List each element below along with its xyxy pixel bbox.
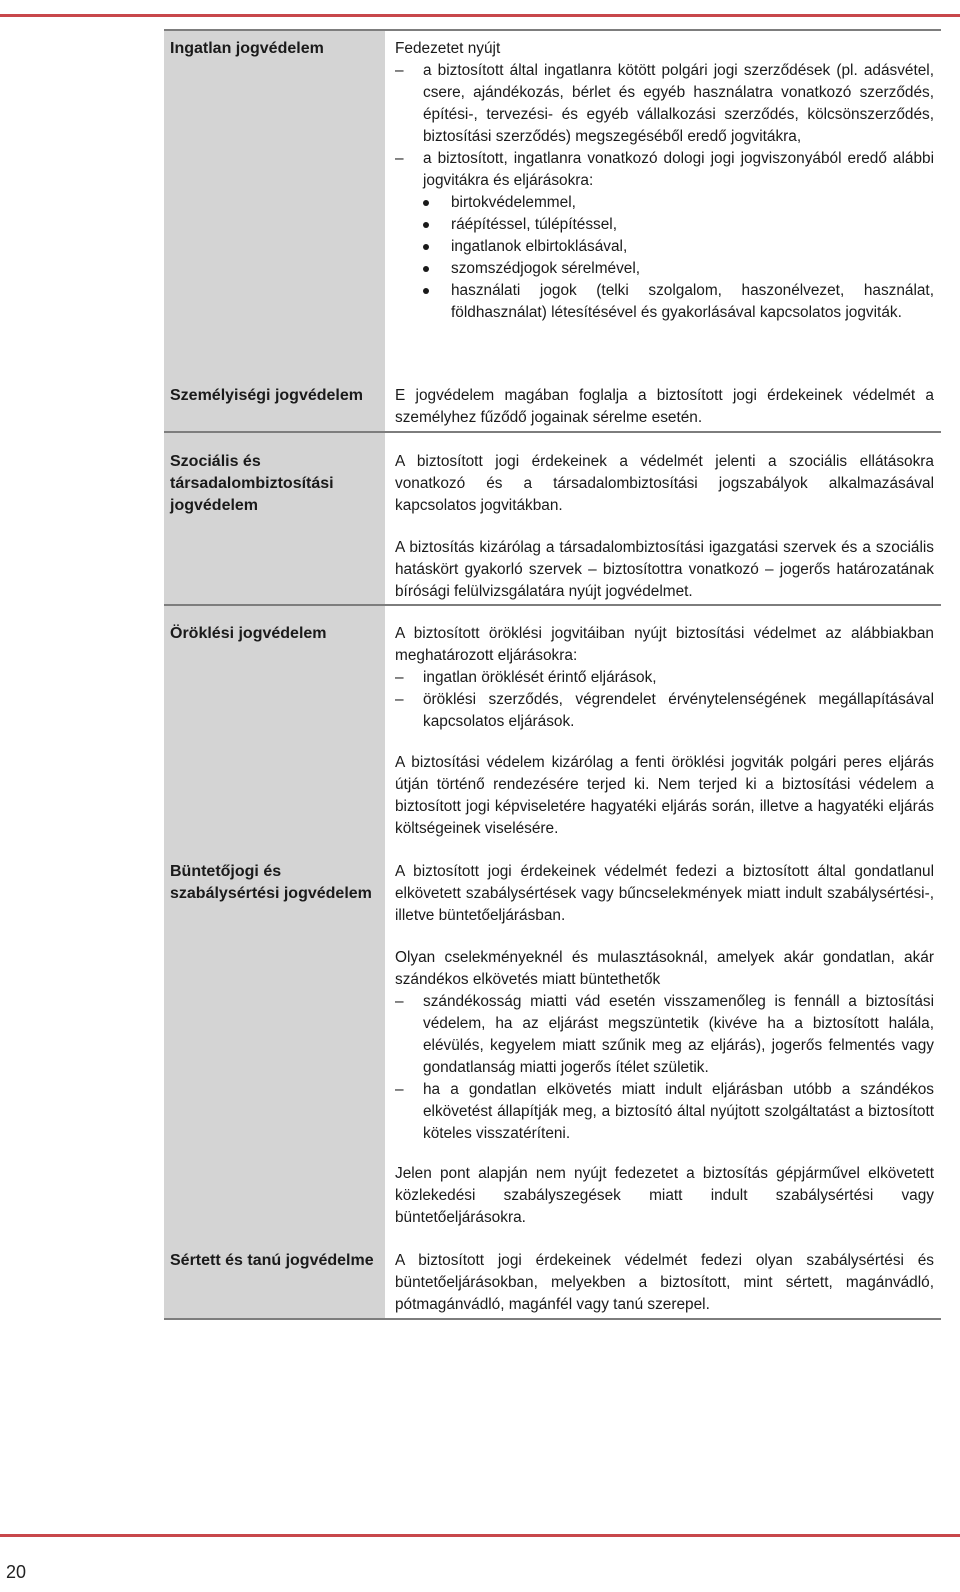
section-label-victim-witness: Sértett és tanú jogvédelme	[170, 1252, 374, 1269]
dash-list	[395, 60, 934, 192]
section-body-real-estate	[395, 38, 934, 324]
bullet-item: birtokvédelemmel,	[395, 192, 934, 214]
section-label-personality: Személyiségi jogvédelem	[170, 387, 363, 404]
section-body-personality	[395, 385, 934, 429]
section-body-social-security-1	[395, 451, 934, 517]
section-paragraph: A biztosítás kizárólag a társadalombiztosítási igazgatási szervek és a szociális hatáskört gyakorló szervek – biztosítottra vonatkozó – jogerős határozatának bírósági felülvizsgálatára nyújt jogvédelmet.	[395, 539, 934, 600]
section-paragraph: A biztosítási védelem kizárólag a fenti öröklési jogviták polgári peres eljárás útján történő rendezésére terjed ki. Nem terjed ki a biztosítási védelem a biztosított jogi képviseletére hagyatéki eljárás során, illetve a hagyatéki eljárás költségeinek viselésére.	[395, 754, 934, 837]
list-item: – a biztosított által ingatlanra kötött polgári jogi szerződések (pl. adásvétel, csere, ajándékozás, bérlet és egyéb használatra vonatkozó szerződés, építési-, tervezési- és egyéb vállalkozási szerződés, kölcsönszerződés, biztosítási szerződés) megszegéséből eredő jogvitákra,	[395, 60, 934, 148]
section-body-victim-witness	[395, 1250, 934, 1316]
section-body-inheritance-2	[395, 752, 934, 840]
row-divider	[164, 604, 941, 606]
row-divider	[164, 431, 941, 433]
dash-list	[395, 667, 934, 733]
section-paragraph: A biztosított jogi érdekeinek védelmét fedezi a biztosított által gondatlanul elkövetett szabálysértések vagy bűncselekmények miatt indult szabálysértési-, illetve büntetőeljárásban.	[395, 863, 934, 924]
section-label-inheritance: Öröklési jogvédelem	[170, 625, 327, 642]
section-body-criminal-1	[395, 861, 934, 927]
section-paragraph: A biztosított jogi érdekeinek a védelmét jelenti a szociális ellátásokra vonatkozó és a társadalombiztosítási jogszabályok alkalmazásával kapcsolatos jogvitákban.	[395, 453, 934, 514]
section-label-criminal: Büntetőjogi és szabálysértési jogvédelem	[170, 863, 372, 902]
list-item: – öröklési szerződés, végrendelet érvénytelenségének megállapításával kapcsolatos eljárások.	[395, 689, 934, 733]
section-intro: Fedezetet nyújt	[395, 40, 501, 57]
top-accent-line	[0, 14, 960, 17]
table-bottom-rule	[164, 1318, 941, 1320]
section-intro: A biztosított öröklési jogvitáiban nyújt biztosítási védelmet az alábbiakban meghatározott eljárásokra:	[395, 625, 934, 664]
section-label-social-security: Szociális és társadalombiztosítási jogvédelem	[170, 453, 334, 514]
section-intro: Olyan cselekményeknél és mulasztásoknál, amelyek akár gondatlan, akár szándékos elkövetés miatt büntethetők	[395, 949, 934, 988]
section-paragraph: E jogvédelem magában foglalja a biztosított jogi érdekeinek védelmét a személyhez fűződő jogainak sérelme esetén.	[395, 387, 934, 426]
bullet-item: ráépítéssel, túlépítéssel,	[395, 214, 934, 236]
section-body-social-security-2	[395, 537, 934, 603]
bottom-accent-line	[0, 1534, 960, 1537]
section-body-criminal-2	[395, 947, 934, 1145]
label-column	[164, 30, 385, 1320]
dash-list	[395, 991, 934, 1145]
page-number: 20	[6, 1562, 27, 1582]
bullet-item: ingatlanok elbirtoklásával,	[395, 236, 934, 258]
bullet-item: használati jogok (telki szolgalom, haszonélvezet, használat, földhasználat) létesítésével és gyakorlásával kapcsolatos jogviták.	[395, 280, 934, 324]
list-item: – ha a gondatlan elkövetés miatt indult eljárásban utóbb a szándékos elkövetést állapítják meg, a biztosító által nyújtott szolgáltatást a biztosított köteles visszatéríteni.	[395, 1079, 934, 1145]
section-body-criminal-3	[395, 1163, 934, 1229]
list-item: – szándékosság miatti vád esetén visszamenőleg is fennáll a biztosítási védelem, ha az eljárást megszüntetik (kivéve ha a biztosított halála, elévülés, kegyelem miatt szűnik meg az eljárás), jogerős felmentés vagy gondatlanság miatti jogerős ítélet születik.	[395, 991, 934, 1079]
section-paragraph: A biztosított jogi érdekeinek védelmét fedezi olyan szabálysértési és büntetőeljárásokban, melyekben a biztosított, mint sértett, magánvádló, pótmagánvádló, magánfél vagy tanú szerepel.	[395, 1252, 934, 1313]
list-item: – ingatlan öröklését érintő eljárások,	[395, 667, 934, 689]
table-top-rule	[164, 29, 941, 31]
bullet-list	[395, 192, 934, 324]
section-label-real-estate: Ingatlan jogvédelem	[170, 40, 324, 57]
section-body-inheritance-1	[395, 623, 934, 733]
bullet-item: szomszédjogok sérelmével,	[395, 258, 934, 280]
section-paragraph: Jelen pont alapján nem nyújt fedezetet a biztosítás gépjárművel elkövetett közlekedési szabályszegések miatt indult szabálysértési vagy büntetőeljárásokra.	[395, 1165, 934, 1226]
list-item: – a biztosított, ingatlanra vonatkozó dologi jogi jogviszonyából eredő alábbi jogvitákra és eljárásokra:	[395, 148, 934, 192]
